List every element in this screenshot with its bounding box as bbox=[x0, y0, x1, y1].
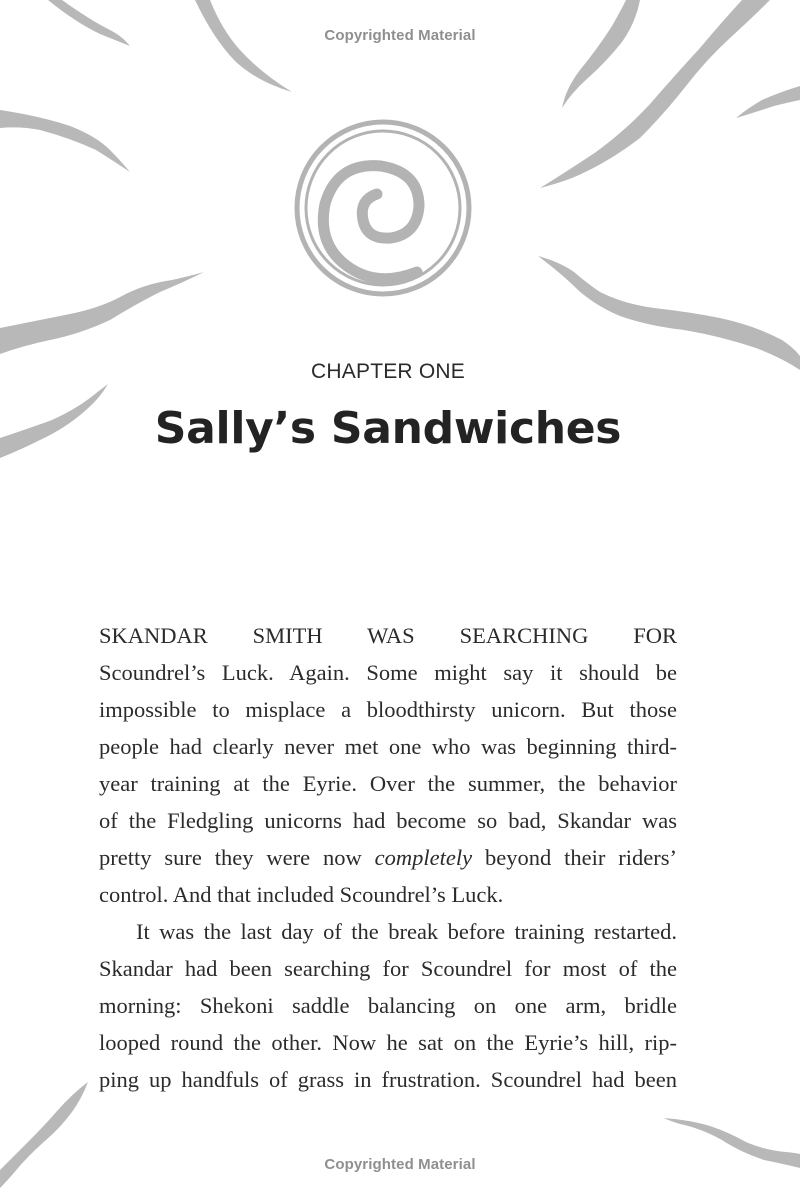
text-line: impossible to misplace a bloodthirsty unicorn. But those bbox=[99, 697, 677, 722]
chapter-title: Sally’s Sandwiches bbox=[154, 403, 622, 454]
text-line: looped round the other. Now he sat on the Eyrie’s hill, rip- bbox=[99, 1030, 677, 1055]
copyright-watermark-top: Copyrighted Material bbox=[324, 27, 476, 44]
crack-decoration bbox=[0, 272, 204, 354]
crack-decoration bbox=[0, 110, 130, 172]
text-line: ping up handfuls of grass in frustration. Scoundrel had been bbox=[99, 1067, 677, 1092]
text-line: control. And that included Scoundrel’s Luck. bbox=[99, 882, 504, 907]
text-line: SKANDAR SMITH WAS SEARCHING FOR bbox=[99, 623, 677, 648]
crack-decoration bbox=[195, 0, 292, 92]
text-line: year training at the Eyrie. Over the summer, the behavior bbox=[99, 771, 677, 796]
spiral-emblem-icon bbox=[297, 122, 469, 294]
crack-decoration bbox=[736, 86, 800, 118]
text-segment: beyond their riders’ bbox=[472, 845, 677, 870]
text-line: Skandar had been searching for Scoundrel for most of the bbox=[99, 956, 677, 981]
text-line-with-emphasis bbox=[99, 839, 677, 876]
text-segment: pretty sure they were now bbox=[99, 845, 375, 870]
chapter-body bbox=[99, 617, 677, 1098]
crack-decoration bbox=[562, 0, 640, 108]
chapter-label: CHAPTER ONE bbox=[311, 360, 465, 383]
crack-decoration bbox=[538, 256, 800, 370]
text-line: It was the last day of the break before training restarted. bbox=[136, 919, 677, 944]
text-line: people had clearly never met one who was beginning third- bbox=[99, 734, 677, 759]
text-line: morning: Shekoni saddle balancing on one arm, bridle bbox=[99, 993, 677, 1018]
copyright-watermark-bottom: Copyrighted Material bbox=[324, 1156, 476, 1173]
paragraph-1 bbox=[99, 617, 677, 913]
emphasis-text: completely bbox=[374, 845, 473, 870]
paragraph-2 bbox=[99, 913, 677, 1098]
text-line: Scoundrel’s Luck. Again. Some might say it should be bbox=[99, 660, 677, 685]
text-line: of the Fledgling unicorns had become so bad, Skandar was bbox=[99, 808, 677, 833]
